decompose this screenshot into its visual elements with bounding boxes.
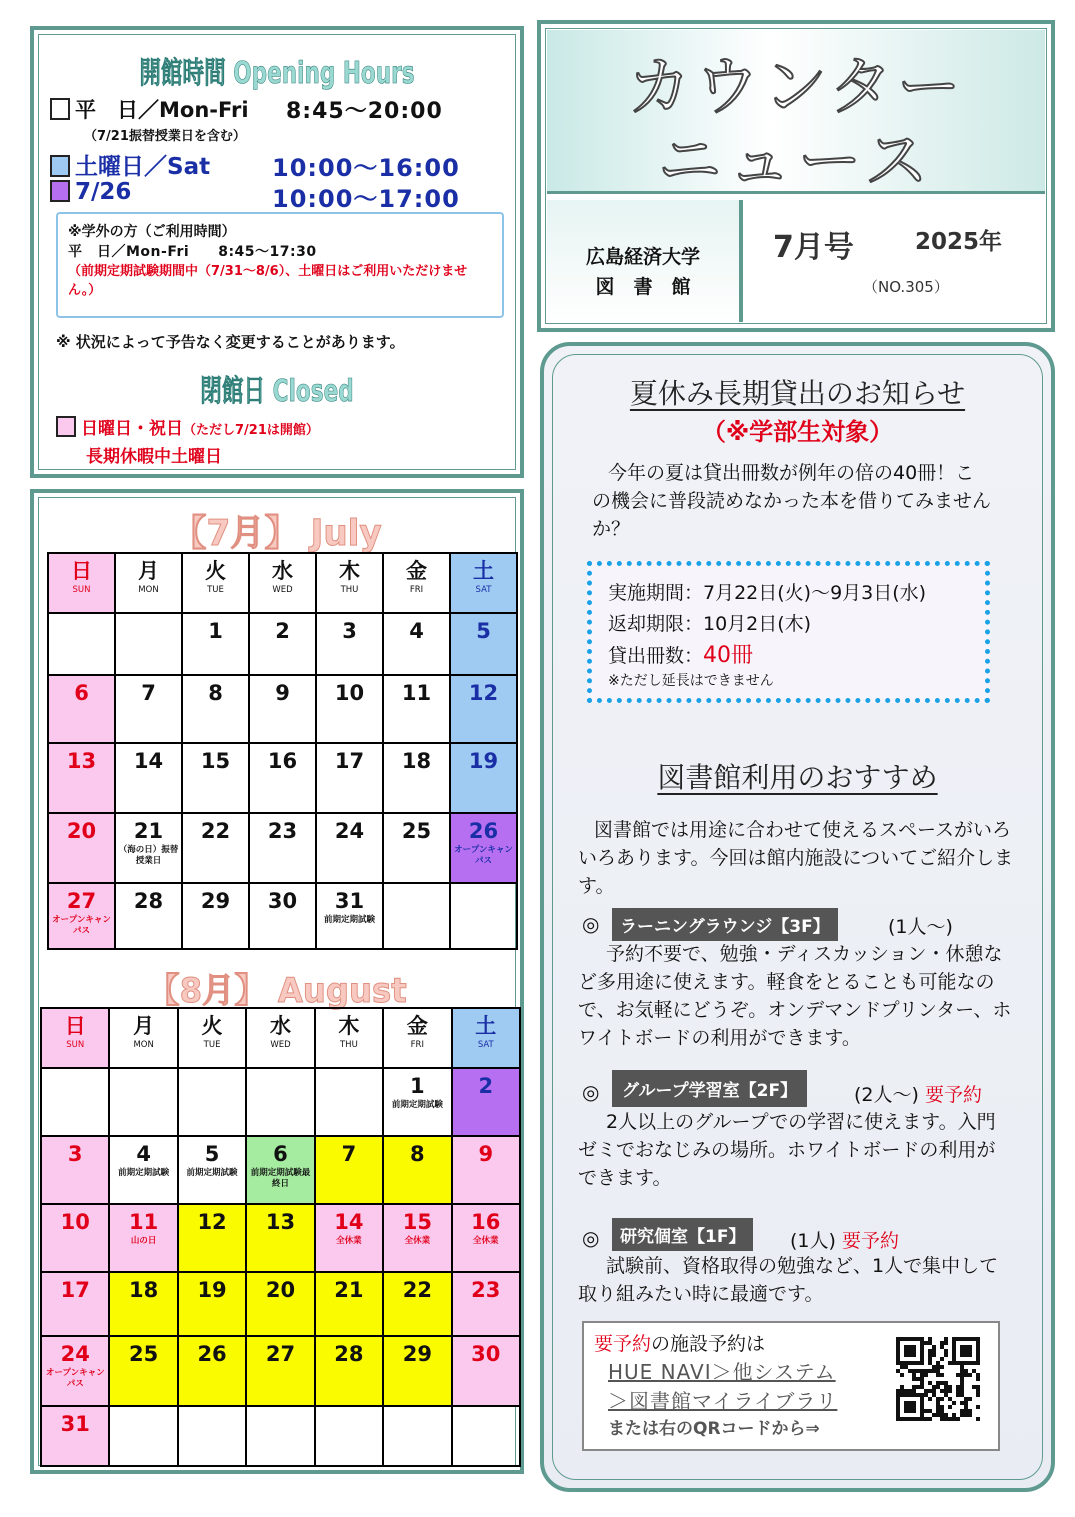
weekday-row xyxy=(50,94,249,124)
fac3-reservation: 要予約 xyxy=(841,1230,899,1252)
day-26: 26 xyxy=(178,1336,246,1406)
external-note: （前期定期試験期間中（7/31～8/6）、土曜日はご利用いただけません。） xyxy=(68,264,468,298)
day-25: 25 xyxy=(383,813,450,883)
day-23: 23 xyxy=(249,813,316,883)
loan-limit-note: ※ただし延長はできません xyxy=(608,673,774,689)
weekday-tue: 火 TUE xyxy=(182,553,249,613)
day-6: 6 前期定期試験最終日 xyxy=(246,1136,314,1204)
day-31: 31 前期定期試験 xyxy=(316,883,383,949)
day-empty xyxy=(383,883,450,949)
day-3: 3 xyxy=(316,613,383,675)
day-31: 31 xyxy=(41,1406,109,1466)
day-30: 30 xyxy=(249,883,316,949)
loan-title: 夏休み長期貸出のお知らせ xyxy=(629,377,966,410)
closed-2: 長期休暇中土曜日 xyxy=(86,447,222,467)
fac2-name: グループ学習室【2F】 xyxy=(612,1070,807,1107)
day-2: 2 xyxy=(249,613,316,675)
day-24: 24 オープンキャンパス xyxy=(41,1336,109,1406)
day-3: 3 xyxy=(41,1136,109,1204)
fac1-capacity: (1人～) xyxy=(888,916,953,938)
opening-hours-title xyxy=(34,48,520,92)
calendar-week xyxy=(41,1204,520,1272)
day-15: 15 全休業 xyxy=(383,1204,451,1272)
fac2-reservation: 要予約 xyxy=(924,1084,982,1106)
day-25: 25 xyxy=(109,1336,177,1406)
day-10: 10 xyxy=(41,1204,109,1272)
day-8: 8 xyxy=(383,1136,451,1204)
weekday-wed: 水 WED xyxy=(249,553,316,613)
calendar-week xyxy=(48,675,517,743)
day-27: 27 オープンキャンパス xyxy=(48,883,115,949)
external-users-box xyxy=(56,212,504,318)
closed-swatch xyxy=(56,416,76,437)
closed-row-1 xyxy=(56,414,319,439)
fac2-mark: ◎ xyxy=(582,1080,600,1104)
day-empty xyxy=(41,1068,109,1136)
day-19: 19 xyxy=(178,1272,246,1336)
day-1: 1 xyxy=(182,613,249,675)
day-empty xyxy=(450,883,517,949)
day-empty xyxy=(48,613,115,675)
reservation-lead-text: の施設予約は xyxy=(651,1333,766,1355)
day-17: 17 xyxy=(41,1272,109,1336)
day-11: 11 xyxy=(383,675,450,743)
day-27: 27 xyxy=(246,1336,314,1406)
weekday-thu: 木 THU xyxy=(316,553,383,613)
day-empty xyxy=(246,1068,314,1136)
loan-subtitle: （※学部生対象） xyxy=(701,418,894,446)
qr-code-pattern xyxy=(896,1337,980,1421)
loan-text: 今年の夏は貸出冊数が例年の倍の40冊！この機会に普段読めなかった本を借りてみませんか？ xyxy=(592,462,992,540)
fac3-cap-text: (1人) xyxy=(790,1230,836,1252)
reservation-box xyxy=(582,1321,1000,1451)
weekday-sun: 日 SUN xyxy=(48,553,115,613)
weekday-thu: 木 THU xyxy=(315,1008,383,1068)
july-title xyxy=(34,505,520,556)
calendar-panel xyxy=(30,489,524,1474)
fac3-text: 試験前、資格取得の勉強など、1人で集中して取り組みたい時に最適です。 xyxy=(578,1255,999,1305)
day-13: 13 xyxy=(246,1204,314,1272)
day-12: 12 xyxy=(450,675,517,743)
weekday-tue: 火 TUE xyxy=(178,1008,246,1068)
recommend-title: 図書館利用のおすすめ xyxy=(657,761,938,794)
loan-return: 返却期限：10月2日(木) xyxy=(608,613,812,635)
my-library-link[interactable]: ＞図書館マイライブラリ xyxy=(608,1389,838,1413)
day-21: 21 xyxy=(315,1272,383,1336)
fac1-text: 予約不要で、勉強・ディスカッション・休憩など多用途に使えます。軽食をとることも可能なので、お気軽にどうぞ。オンデマンドプリンター、ホワイトボードの利用ができます。 xyxy=(578,943,1012,1049)
day-5: 5 前期定期試験 xyxy=(178,1136,246,1204)
change-note: ※ 状況によって予告なく変更することがあります。 xyxy=(56,333,405,351)
notice-panel xyxy=(540,342,1055,1492)
day-22: 22 xyxy=(383,1272,451,1336)
day-6: 6 xyxy=(48,675,115,743)
august-title xyxy=(34,963,520,1012)
day-30: 30 xyxy=(452,1336,520,1406)
calendar-week xyxy=(41,1406,520,1466)
weekday-header-row xyxy=(48,553,517,613)
day-empty xyxy=(246,1406,314,1466)
day-empty xyxy=(452,1406,520,1466)
day-empty xyxy=(115,613,182,675)
day-empty xyxy=(178,1406,246,1466)
saturday-label: 土曜日／Sat xyxy=(75,154,211,180)
day-23: 23 xyxy=(452,1272,520,1336)
day-12: 12 xyxy=(178,1204,246,1272)
recommend-text: 図書館では用途に合わせて使えるスペースがいろいろあります。今回は館内施設についてご紹介します。 xyxy=(578,819,1014,897)
fac1-mark: ◎ xyxy=(582,912,600,936)
issue-month: 7月号 xyxy=(773,230,854,265)
day-4: 4 前期定期試験 xyxy=(109,1136,177,1204)
day-7: 7 xyxy=(315,1136,383,1204)
closed-title xyxy=(34,366,520,410)
closed-1: 日曜日・祝日 xyxy=(81,419,183,439)
day-empty xyxy=(383,1406,451,1466)
masthead-title-area xyxy=(547,30,1045,199)
day-8: 8 xyxy=(182,675,249,743)
fac2-text: 2人以上のグループでの学習に使えます。入門ゼミでおなじみの場所。ホワイトボードの利用ができます。 xyxy=(578,1111,996,1189)
org-line-2: 図 書 館 xyxy=(595,276,691,298)
day-10: 10 xyxy=(316,675,383,743)
closed-1-note: （ただし7/21は開館） xyxy=(183,423,319,438)
masthead-title-2: ニュース xyxy=(657,125,935,199)
issue-year: 2025年 xyxy=(915,229,1003,255)
saturday-time: 10:00～16:00 xyxy=(272,154,460,182)
special-label: 7/26 xyxy=(75,179,132,205)
fac2-cap-text: (2人～) xyxy=(854,1084,919,1106)
day-9: 9 xyxy=(249,675,316,743)
special-time: 10:00～17:00 xyxy=(272,185,460,213)
weekday-sat: 土 SAT xyxy=(450,553,517,613)
loan-limit xyxy=(608,640,969,672)
qr-code[interactable] xyxy=(896,1337,980,1433)
calendar-week xyxy=(41,1136,520,1204)
org-line-1: 広島経済大学 xyxy=(585,246,700,268)
closed-title-text: 閉館日 Closed xyxy=(200,374,354,409)
day-16: 16 xyxy=(249,743,316,813)
day-18: 18 xyxy=(383,743,450,813)
loan-details-box xyxy=(587,561,990,703)
july-calendar xyxy=(47,552,518,950)
day-19: 19 xyxy=(450,743,517,813)
fac3-capacity xyxy=(790,1226,899,1253)
weekday-fri: 金 FRI xyxy=(383,1008,451,1068)
day-26: 26 オープンキャンパス xyxy=(450,813,517,883)
weekday-label: 平 日／Mon-Fri xyxy=(75,98,249,122)
issue-number: （NO.305） xyxy=(863,278,949,296)
loan-limit-label: 貸出冊数： xyxy=(608,645,704,667)
weekday-mon: 月 MON xyxy=(109,1008,177,1068)
day-29: 29 xyxy=(182,883,249,949)
weekday-time: 8:45～20:00 xyxy=(286,99,443,124)
day-14: 14 xyxy=(115,743,182,813)
saturday-row xyxy=(50,148,210,181)
day-14: 14 全休業 xyxy=(315,1204,383,1272)
opening-hours-panel xyxy=(30,26,524,478)
external-hours: 平 日／Mon-Fri 8:45～17:30 xyxy=(68,244,317,260)
day-13: 13 xyxy=(48,743,115,813)
masthead-org xyxy=(547,200,743,322)
day-4: 4 xyxy=(383,613,450,675)
loan-period: 実施期間：7月22日(火)～9月3日(水) xyxy=(608,582,927,604)
day-empty xyxy=(109,1068,177,1136)
weekday-header-row xyxy=(41,1008,520,1068)
day-11: 11 山の日 xyxy=(109,1204,177,1272)
day-empty xyxy=(109,1406,177,1466)
day-empty xyxy=(315,1406,383,1466)
day-9: 9 xyxy=(452,1136,520,1204)
weekday-fri: 金 FRI xyxy=(383,553,450,613)
day-empty xyxy=(178,1068,246,1136)
day-2: 2 xyxy=(452,1068,520,1136)
fac3-mark: ◎ xyxy=(582,1226,600,1250)
loan-limit-value: 40冊 xyxy=(703,643,754,668)
day-16: 16 全休業 xyxy=(452,1204,520,1272)
weekday-mon: 月 MON xyxy=(115,553,182,613)
day-1: 1 前期定期試験 xyxy=(383,1068,451,1136)
weekday-note: （7/21振替授業日を含む） xyxy=(84,129,246,144)
day-24: 24 xyxy=(316,813,383,883)
special-swatch xyxy=(50,180,70,202)
external-title: ※学外の方（ご利用時間） xyxy=(68,224,236,240)
masthead-title-1: カウンター xyxy=(627,51,965,125)
july-title-text: 【7月】 July xyxy=(172,513,382,554)
special-row xyxy=(50,179,131,205)
masthead xyxy=(537,20,1055,332)
day-20: 20 xyxy=(48,813,115,883)
day-18: 18 xyxy=(109,1272,177,1336)
day-21: 21 （海の日）振替授業日 xyxy=(115,813,182,883)
fac3-name: 研究個室【1F】 xyxy=(612,1218,753,1251)
day-empty xyxy=(315,1068,383,1136)
hue-navi-link[interactable]: HUE NAVI＞他システム xyxy=(608,1360,836,1384)
day-17: 17 xyxy=(316,743,383,813)
day-28: 28 xyxy=(115,883,182,949)
weekday-wed: 水 WED xyxy=(246,1008,314,1068)
opening-hours-title-text: 開館時間 Opening Hours xyxy=(139,56,415,91)
day-20: 20 xyxy=(246,1272,314,1336)
reservation-lead-red: 要予約 xyxy=(594,1333,652,1355)
calendar-week xyxy=(41,1272,520,1336)
day-15: 15 xyxy=(182,743,249,813)
saturday-swatch xyxy=(50,155,70,177)
weekday-swatch xyxy=(50,98,70,120)
day-5: 5 xyxy=(450,613,517,675)
august-calendar xyxy=(40,1007,521,1467)
day-29: 29 xyxy=(383,1336,451,1406)
calendar-week xyxy=(48,613,517,675)
day-22: 22 xyxy=(182,813,249,883)
calendar-week xyxy=(48,813,517,883)
fac1-name: ラーニングラウンジ【3F】 xyxy=(612,908,838,941)
day-7: 7 xyxy=(115,675,182,743)
calendar-week xyxy=(41,1336,520,1406)
fac2-capacity xyxy=(854,1080,982,1107)
calendar-week xyxy=(48,883,517,949)
august-title-text: 【8月】 August xyxy=(147,971,407,1011)
calendar-week xyxy=(48,743,517,813)
qr-instruction: または右のQRコードから⇒ xyxy=(608,1419,820,1439)
day-28: 28 xyxy=(315,1336,383,1406)
weekday-sat: 土 SAT xyxy=(452,1008,520,1068)
weekday-sun: 日 SUN xyxy=(41,1008,109,1068)
calendar-week xyxy=(41,1068,520,1136)
